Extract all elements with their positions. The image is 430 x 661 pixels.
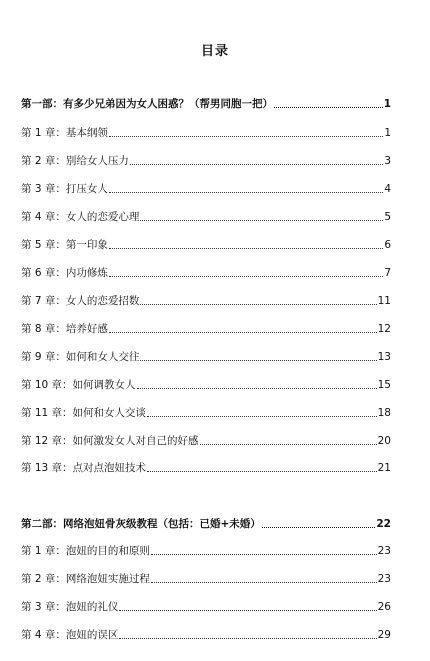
dot-leader bbox=[151, 554, 377, 555]
toc-chapter[interactable] bbox=[21, 626, 391, 642]
toc-chapter[interactable] bbox=[21, 570, 391, 586]
toc-page-number: 18 bbox=[377, 407, 391, 419]
toc-part-label: 第一部：有多少兄弟因为女人困惑？（帮男同胞一把） bbox=[21, 98, 273, 110]
dot-leader bbox=[109, 248, 383, 249]
dot-leader bbox=[119, 638, 376, 639]
toc-page-number: 29 bbox=[377, 629, 391, 641]
toc-chapter[interactable] bbox=[21, 404, 391, 420]
dot-leader bbox=[140, 304, 376, 305]
toc-chapter[interactable] bbox=[21, 348, 391, 364]
toc-chapter[interactable] bbox=[21, 320, 391, 336]
toc-chapter-label: 第 4 章：泡妞的误区 bbox=[21, 629, 119, 641]
toc-chapter-label: 第 2 章：别给女人压力 bbox=[21, 155, 129, 167]
toc-page-number: 15 bbox=[377, 379, 391, 391]
dot-leader bbox=[200, 444, 377, 445]
toc-page-number: 7 bbox=[384, 267, 391, 279]
toc-chapter[interactable] bbox=[21, 208, 391, 224]
toc-page-number: 12 bbox=[377, 323, 391, 335]
toc-page-number: 23 bbox=[377, 573, 391, 585]
toc-chapter-label: 第 8 章：培养好感 bbox=[21, 323, 108, 335]
toc-chapter[interactable] bbox=[21, 236, 391, 252]
toc-chapter-label: 第 4 章：女人的恋爱心理 bbox=[21, 211, 140, 223]
dot-leader bbox=[137, 388, 377, 389]
toc-page-number: 11 bbox=[377, 295, 391, 307]
toc-page-number: 5 bbox=[384, 211, 391, 223]
toc-chapter[interactable] bbox=[21, 376, 391, 392]
toc-chapter-label: 第 7 章：女人的恋爱招数 bbox=[21, 295, 140, 307]
dot-leader bbox=[151, 582, 377, 583]
toc-chapter-label: 第 6 章：内功修炼 bbox=[21, 267, 108, 279]
toc-page-number: 4 bbox=[384, 183, 391, 195]
toc-chapter-label: 第 9 章：如何和女人交往 bbox=[21, 351, 140, 363]
toc-chapter-label: 第 1 章：基本纲领 bbox=[21, 127, 108, 139]
toc-chapter-label: 第 11 章：如何和女人交谈 bbox=[21, 407, 147, 419]
dot-leader bbox=[140, 220, 383, 221]
toc-page-number: 22 bbox=[376, 518, 391, 530]
toc-chapter[interactable] bbox=[21, 264, 391, 280]
toc-chapter-label: 第 13 章：点对点泡妞技术 bbox=[21, 462, 147, 474]
dot-leader bbox=[109, 276, 383, 277]
toc-chapter-label: 第 3 章：泡妞的礼仪 bbox=[21, 601, 119, 613]
toc-chapter[interactable] bbox=[21, 152, 391, 168]
toc-title: 目录 bbox=[200, 44, 229, 59]
toc-chapter-label: 第 12 章：如何激发女人对自己的好感 bbox=[21, 435, 199, 447]
dot-leader bbox=[147, 471, 377, 472]
toc-chapter[interactable] bbox=[21, 459, 391, 475]
toc-page-number: 20 bbox=[377, 435, 391, 447]
toc-page-number: 13 bbox=[377, 351, 391, 363]
dot-leader bbox=[109, 136, 383, 137]
dot-leader bbox=[109, 332, 377, 333]
dot-leader bbox=[274, 107, 383, 108]
toc-chapter-label: 第 3 章：打压女人 bbox=[21, 183, 108, 195]
toc-page-number: 1 bbox=[384, 127, 391, 139]
toc-part-2[interactable] bbox=[21, 515, 391, 531]
toc-chapter-label: 第 2 章：网络泡妞实施过程 bbox=[21, 573, 150, 585]
toc-part-label: 第二部：网络泡妞骨灰级教程（包括：已婚+未婚） bbox=[21, 518, 261, 530]
dot-leader bbox=[147, 416, 377, 417]
toc-chapter[interactable] bbox=[21, 124, 391, 140]
dot-leader bbox=[119, 610, 376, 611]
toc-chapter[interactable] bbox=[21, 292, 391, 308]
dot-leader bbox=[109, 192, 383, 193]
dot-leader bbox=[140, 360, 376, 361]
toc-chapter[interactable] bbox=[21, 180, 391, 196]
toc-page-number: 26 bbox=[377, 601, 391, 613]
dot-leader bbox=[130, 164, 383, 165]
toc-page-number: 1 bbox=[383, 98, 391, 110]
toc-chapter-label: 第 1 章：泡妞的目的和原则 bbox=[21, 545, 150, 557]
toc-part-1[interactable] bbox=[21, 95, 391, 111]
toc-page-number: 23 bbox=[377, 545, 391, 557]
toc-page-number: 6 bbox=[384, 239, 391, 251]
dot-leader bbox=[262, 527, 376, 528]
toc-chapter[interactable] bbox=[21, 542, 391, 558]
toc-page-number: 21 bbox=[377, 462, 391, 474]
toc-chapter[interactable] bbox=[21, 432, 391, 448]
toc-chapter-label: 第 10 章：如何调教女人 bbox=[21, 379, 136, 391]
toc-page-number: 3 bbox=[384, 155, 391, 167]
toc-chapter-label: 第 5 章：第一印象 bbox=[21, 239, 108, 251]
toc-chapter[interactable] bbox=[21, 598, 391, 614]
